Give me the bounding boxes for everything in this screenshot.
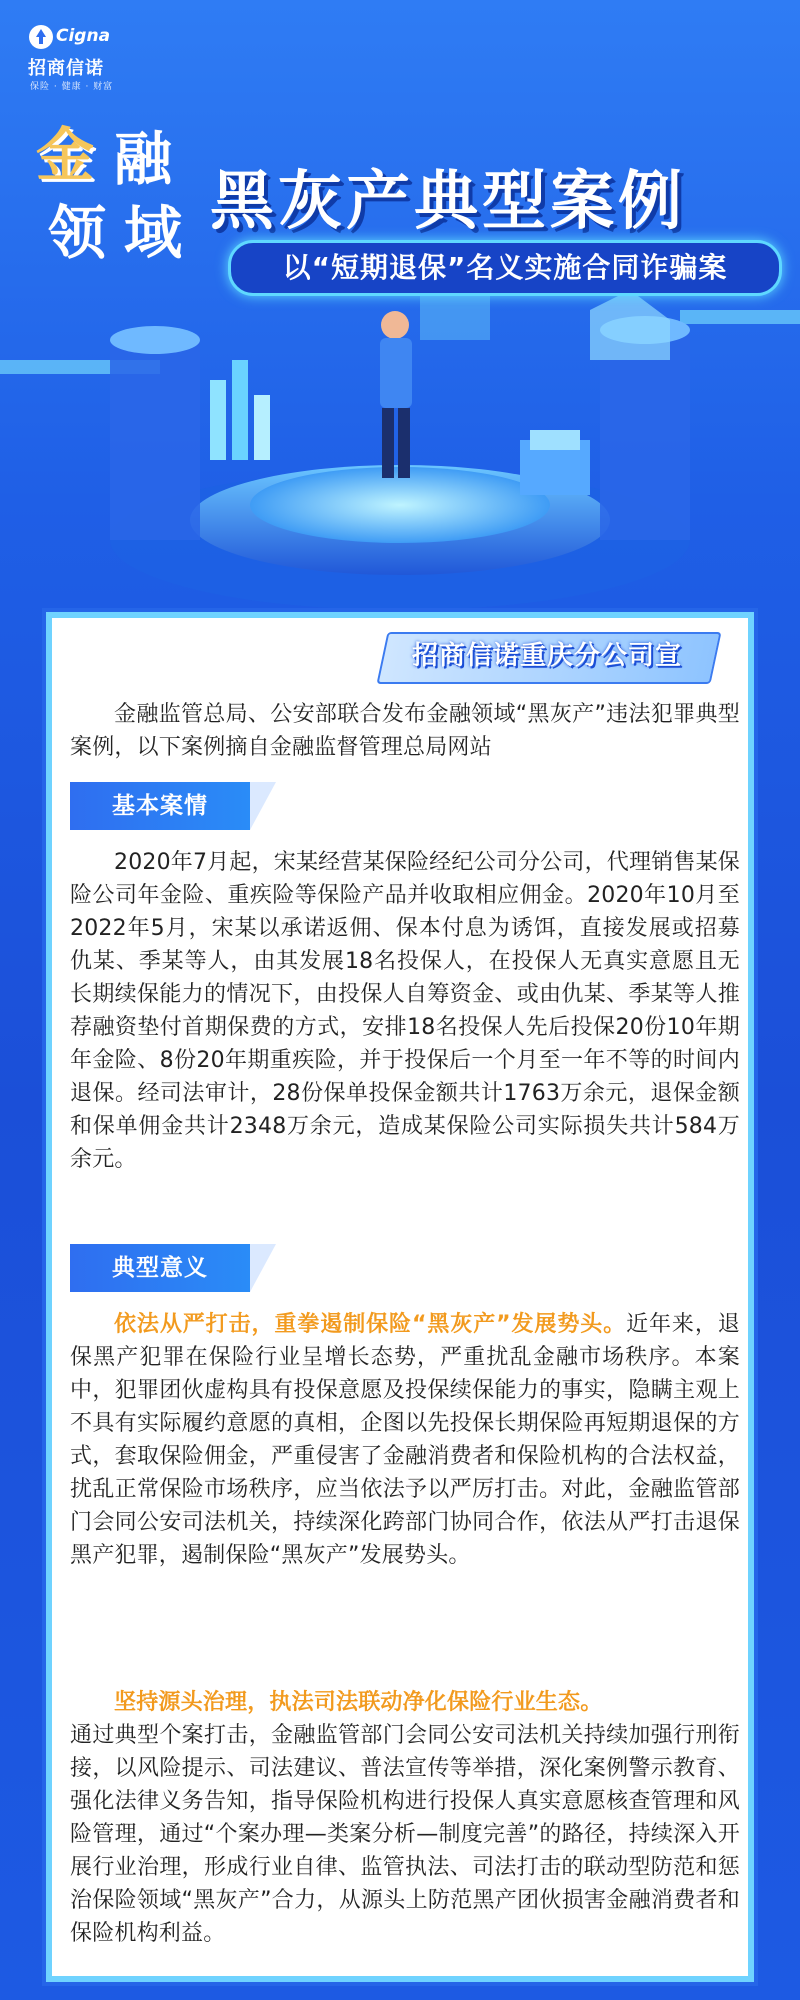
point-2-text: 通过典型个案打击，金融监管部门会同公安司法机关持续加强行刑衔接，以风险提示、司法建议、普法宣传等举措，深化案例警示教育、强化法律义务告知，指导保险机构进行投保人真实意愿核查管理和风险管理，通过“个案办理—类案分析—制度完善”的路径，持续深入开展行业治理，形成行业自律、监管执法、司法打击的联动型防范和惩治保险领域“黑灰产”合力，从源头上防范黑产团伙损害金融消费者和保险机构利益。 bbox=[70, 1723, 740, 1946]
business-illustration bbox=[0, 270, 800, 620]
significance-point-2 bbox=[70, 1686, 740, 1950]
point-1-text: 近年来，退保黑产犯罪在保险行业呈增长态势，严重扰乱金融市场秩序。本案中，犯罪团伙虚构具有投保意愿及投保续保能力的事实，隐瞒主观上不具有实际履约意愿的真相，企图以先投保长期保险再短期退保的方式，套取保险佣金，严重侵害了金融消费者和保险机构的合法权益，扰乱正常保险市场秩序，应当依法予以严厉打击。对此，金融监管部门会同公安司法机关，持续深化跨部门协同合作，依法从严打击退保黑产犯罪，遏制保险“黑灰产”发展势头。 bbox=[70, 1312, 740, 1568]
organization-badge: 招商信诺重庆分公司宣 bbox=[411, 641, 682, 671]
page-title: 黑灰产典型案例 bbox=[210, 165, 686, 239]
title-char-1: 金 bbox=[36, 121, 95, 189]
logo-name: 招商信诺 bbox=[28, 58, 104, 79]
subtitle-pill bbox=[228, 240, 782, 296]
title-char-3: 领 bbox=[48, 199, 107, 267]
intro-paragraph: 金融监管总局、公安部联合发布金融领域“黑灰产”违法犯罪典型案例，以下案例摘自金融监督管理总局网站 bbox=[70, 702, 740, 760]
title-char-4: 域 bbox=[124, 199, 183, 267]
hero-banner bbox=[0, 0, 800, 620]
point-1-title: 依法从严打击，重拳遏制保险“黑灰产”发展势头。 bbox=[114, 1312, 627, 1337]
significance-point-1 bbox=[70, 1308, 740, 1572]
company-logo bbox=[28, 24, 138, 94]
subtitle: 以“短期退保”名义实施合同诈骗案 bbox=[282, 251, 728, 284]
title-char-2: 融 bbox=[114, 125, 173, 193]
title-prefix bbox=[36, 108, 206, 268]
logo-tagline: 保险 · 健康 · 财富 bbox=[30, 82, 114, 92]
basic-case-paragraph: 2020年7月起，宋某经营某保险经纪公司分公司，代理销售某保险公司年金险、重疾险等保险产品并收取相应佣金。2020年10月至2022年5月，宋某以承诺返佣、保本付息为诱饵，直接发展或招募仇某、季某等人，由其发展18名投保人，在投保人无真实意愿且无长期续保能力的情况下，由投保人自筹资金、或由仇某、季某等人推荐融资垫付首期保费的方式，安排18名投保人先后投保20份10年期年金险、8份20年期重疾险，并于投保后一个月至一年不等的时间内退保。经司法审计，28份保单投保金额共计1763万余元，退保金额和保单佣金共计2348万余元，造成某保险公司实际损失共计584万余元。 bbox=[70, 850, 740, 1172]
section-heading-significance: 典型意义 bbox=[70, 1244, 250, 1292]
point-2-title: 坚持源头治理，执法司法联动净化保险行业生态。 bbox=[114, 1690, 603, 1715]
section-heading-basic: 基本案情 bbox=[70, 782, 250, 830]
logo-brand: Cigna bbox=[56, 26, 111, 46]
cigna-tree-icon bbox=[28, 24, 54, 50]
content-card bbox=[46, 612, 754, 1982]
